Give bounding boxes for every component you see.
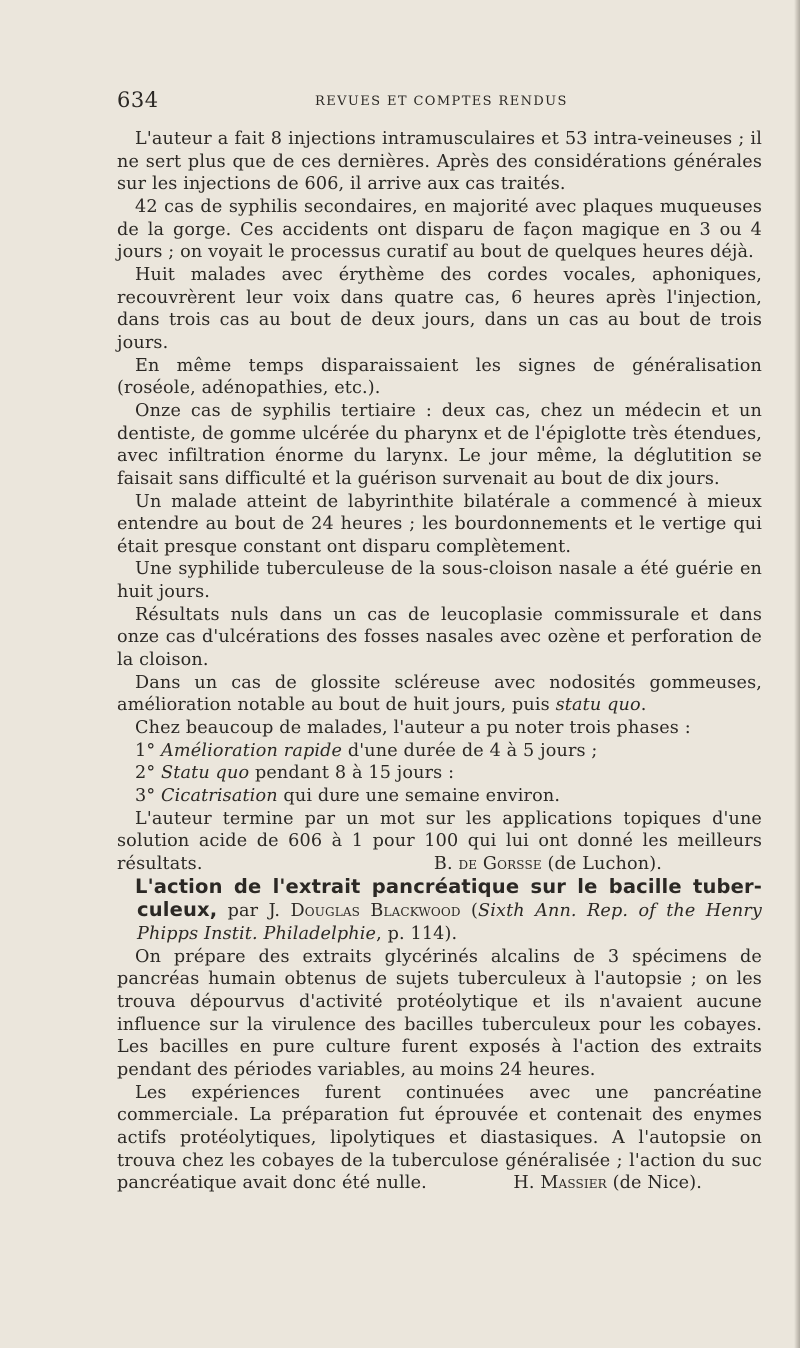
phase-number: 1° (135, 740, 156, 761)
byline-par: par J. (217, 901, 291, 922)
signature-name: Massier (540, 1173, 607, 1194)
page-header (117, 88, 757, 118)
signature-initial: H. (513, 1173, 541, 1194)
paragraph: Une syphilide tuberculeuse de la sous-cloison nasale a été guérie en huit jours. (117, 559, 762, 603)
phase-item (117, 762, 762, 785)
paragraph: En même temps disparaissaient les signes de généralisation (roséole, adénopathies, etc.). (117, 355, 762, 399)
article-heading (117, 876, 762, 946)
article-reference: Sixth Ann. Rep. of the Henry Phipps Instit. Philadelphie (137, 901, 762, 944)
signature-name: de Gorsse (458, 854, 542, 874)
signature-initial: B. (433, 854, 459, 874)
page-body (117, 128, 762, 1195)
conclusion (117, 808, 762, 876)
glossite-italic: statu quo (555, 695, 641, 716)
signature-place: (de Nice). (606, 1173, 702, 1194)
glossite-text: Dans un cas de glossite scléreuse avec nodosités gommeuses, amélioration notable au bout de huit jours, puis (117, 672, 762, 716)
phase-italic: Statu quo (161, 763, 250, 784)
paragraph: Un malade atteint de labyrinthite bilatérale a commencé à mieux entendre au bout de 24 heures ; les bourdonnements et le vertige qui était presque constant ont disparu complètement. (117, 491, 762, 557)
signature (416, 853, 662, 876)
phase-item (117, 740, 762, 763)
phase-item (117, 785, 762, 808)
phase-number: 2° (135, 763, 156, 784)
article-title-line2: culeux, (137, 898, 218, 922)
paragraph (117, 1082, 762, 1195)
signature-place: (de Luchon). (541, 854, 662, 874)
phase-rest: qui dure une semaine environ. (277, 786, 561, 807)
phases-intro: Chez beaucoup de malades, l'auteur a pu noter trois phases : (135, 718, 691, 739)
phase-rest: d'une durée de 4 à 5 jours ; (342, 740, 598, 761)
article-title-line1: L'action de l'extrait pancréatique sur le bacille tuber- (135, 874, 762, 898)
glossite-end: . (640, 695, 647, 716)
paragraph: Huit malades avec érythème des cordes vocales, aphoniques, recouvrèrent leur voix dans quatre cas, 6 heures après l'injection, dans trois cas au bout de deux jours, dans un cas au bout de trois jours. (117, 264, 762, 353)
paragraph-glossite (117, 672, 762, 717)
phase-italic: Amélioration rapide (161, 740, 343, 761)
phase-rest: pendant 8 à 15 jours : (249, 763, 455, 784)
paragraph: 42 cas de syphilis secondaires, en majorité avec plaques muqueuses de la gorge. Ces accidents ont disparu de façon magique en 3 ou 4 jours ; on voyait le processus curatif au bout de quelques heures déjà. (117, 196, 762, 263)
ref-close: , p. 114). (376, 923, 458, 944)
page-number: 634 (117, 88, 159, 112)
signature (495, 1172, 702, 1195)
paragraph: Onze cas de syphilis tertiaire : deux cas, chez un médecin et un dentiste, de gomme ulcérée du pharynx et de l'épiglotte très étendues, avec infiltration énorme du larynx. Le jour même, la déglutition se faisait sans difficulté et la guérison survenait au bout de dix jours. (117, 400, 762, 489)
paragraph: On prépare des extraits glycérinés alcalins de 3 spécimens de pancréas humain obtenus de sujets tuberculeux à l'autopsie ; on les trouva dépourvus d'activité protéolytique et ils n'avaient aucune influence sur la virulence des bacilles tuberculeux pour les cobayes. Les bacilles en pure culture furent exposés à l'action des extraits pendant des périodes variables, au moins 24 heures. (117, 946, 762, 1080)
ref-open: ( (460, 901, 479, 922)
running-head: REVUES ET COMPTES RENDUS (315, 94, 568, 109)
phase-number: 3° (135, 786, 156, 807)
conclusion-text: L'auteur termine par un mot sur les applications topiques d'une solution acide de 606 à 1 pour 100 qui lui ont donné les meilleurs résultats. (117, 808, 762, 874)
phase-italic: Cicatrisation (161, 786, 278, 807)
paragraph: Résultats nuls dans un cas de leucoplasie commissurale et dans onze cas d'ulcérations des fosses nasales avec ozène et perforation de la cloison. (117, 604, 762, 671)
paragraph-text: Les expériences furent continuées avec une pancréatine commerciale. La préparation fut éprouvée et contenait des enymes actifs protéolytiques, lipolytiques et diastasiques. A l'autopsie on trouva chez les cobayes de la tuberculose généralisée ; l'action du suc pancréatique avait donc été nulle. (117, 1082, 762, 1194)
article-author: Douglas Blackwood (290, 901, 461, 922)
paragraph: L'auteur a fait 8 injections intramusculaires et 53 intra-veineuses ; il ne sert plus que de ces dernières. Après des considérations générales sur les injections de 606, il arrive aux cas traités. (117, 129, 762, 195)
